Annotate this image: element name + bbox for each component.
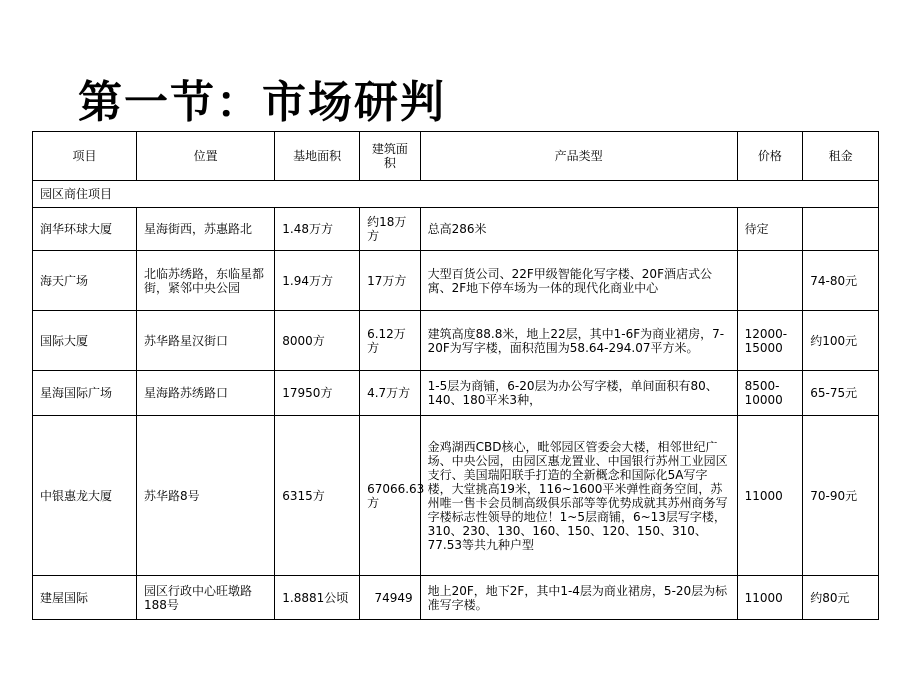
- cell-product: 地上20F，地下2F，其中1-4层为商业裙房，5-20层为标准写字楼。: [420, 576, 737, 620]
- cell-building-area: 17万方: [360, 251, 421, 311]
- cell-site-area: 1.48万方: [275, 208, 360, 251]
- table-row: [33, 311, 879, 371]
- section-label: 园区商住项目: [33, 181, 879, 208]
- cell-price: 待定: [737, 208, 803, 251]
- table-row: [33, 576, 879, 620]
- market-table: [32, 131, 879, 620]
- header-cell: 位置: [136, 132, 274, 181]
- cell-product: 大型百货公司、22F甲级智能化写字楼、20F酒店式公寓、2F地下停车场为一体的现代化商业中心: [420, 251, 737, 311]
- cell-project: 海天广场: [33, 251, 137, 311]
- cell-location: 北临苏绣路，东临星都街，紧邻中央公园: [136, 251, 274, 311]
- cell-building-area: 约18万方: [360, 208, 421, 251]
- cell-product: 建筑高度88.8米，地上22层，其中1-6F为商业裙房，7-20F为写字楼，面积范围为58.64-294.07平方米。: [420, 311, 737, 371]
- cell-location: 苏华路星汉街口: [136, 311, 274, 371]
- cell-location: 星海街西，苏惠路北: [136, 208, 274, 251]
- cell-price: 11000: [737, 416, 803, 576]
- header-cell: 产品类型: [420, 132, 737, 181]
- header-cell: 建筑面积: [360, 132, 421, 181]
- cell-building-area: 4.7万方: [360, 371, 421, 416]
- cell-product: 总高286米: [420, 208, 737, 251]
- cell-location: 苏华路8号: [136, 416, 274, 576]
- cell-project: 中银惠龙大厦: [33, 416, 137, 576]
- cell-project: 建屋国际: [33, 576, 137, 620]
- table-row: [33, 371, 879, 416]
- table-row: [33, 416, 879, 576]
- cell-product: 金鸡湖西CBD核心，毗邻园区管委会大楼，相邻世纪广场、中央公园，由园区惠龙置业、中国银行苏州工业园区支行、美国瑞阳联手打造的全新概念和国际化5A写字楼，大堂挑高19米，116~1600平米弹性商务空间，苏州唯一售卡会员制高级俱乐部等等优势成就其苏州商务写字楼标志性领导的地位！1~5层商铺，6~13层写字楼，310、230、130、160、150、120、150、310、77.53等共九种户型: [420, 416, 737, 576]
- header-cell: 项目: [33, 132, 137, 181]
- cell-building-area: 67066.63方: [360, 416, 421, 576]
- cell-project: 润华环球大厦: [33, 208, 137, 251]
- cell-rent: 约80元: [803, 576, 879, 620]
- cell-site-area: 1.94万方: [275, 251, 360, 311]
- cell-rent: [803, 208, 879, 251]
- cell-project: 星海国际广场: [33, 371, 137, 416]
- cell-site-area: 17950方: [275, 371, 360, 416]
- page-title: 第一节：市场研判: [78, 77, 446, 128]
- cell-price: 11000: [737, 576, 803, 620]
- table-row: [33, 251, 879, 311]
- cell-building-area: 6.12万方: [360, 311, 421, 371]
- cell-site-area: 8000方: [275, 311, 360, 371]
- header-cell: 基地面积: [275, 132, 360, 181]
- cell-project: 国际大厦: [33, 311, 137, 371]
- header-cell: 价格: [737, 132, 803, 181]
- header-cell: 租金: [803, 132, 879, 181]
- cell-site-area: 1.8881公顷: [275, 576, 360, 620]
- table-row: [33, 208, 879, 251]
- cell-price: [737, 251, 803, 311]
- cell-rent: 约100元: [803, 311, 879, 371]
- cell-price: 12000-15000: [737, 311, 803, 371]
- cell-location: 星海路苏绣路口: [136, 371, 274, 416]
- cell-rent: 65-75元: [803, 371, 879, 416]
- cell-rent: 70-90元: [803, 416, 879, 576]
- table-header-row: [33, 132, 879, 181]
- cell-location: 园区行政中心旺墩路188号: [136, 576, 274, 620]
- cell-rent: 74-80元: [803, 251, 879, 311]
- cell-price: 8500-10000: [737, 371, 803, 416]
- cell-site-area: 6315方: [275, 416, 360, 576]
- cell-building-area: 74949: [360, 576, 421, 620]
- section-row: [33, 181, 879, 208]
- cell-product: 1-5层为商铺，6-20层为办公写字楼，单间面积有80、140、180平米3种，: [420, 371, 737, 416]
